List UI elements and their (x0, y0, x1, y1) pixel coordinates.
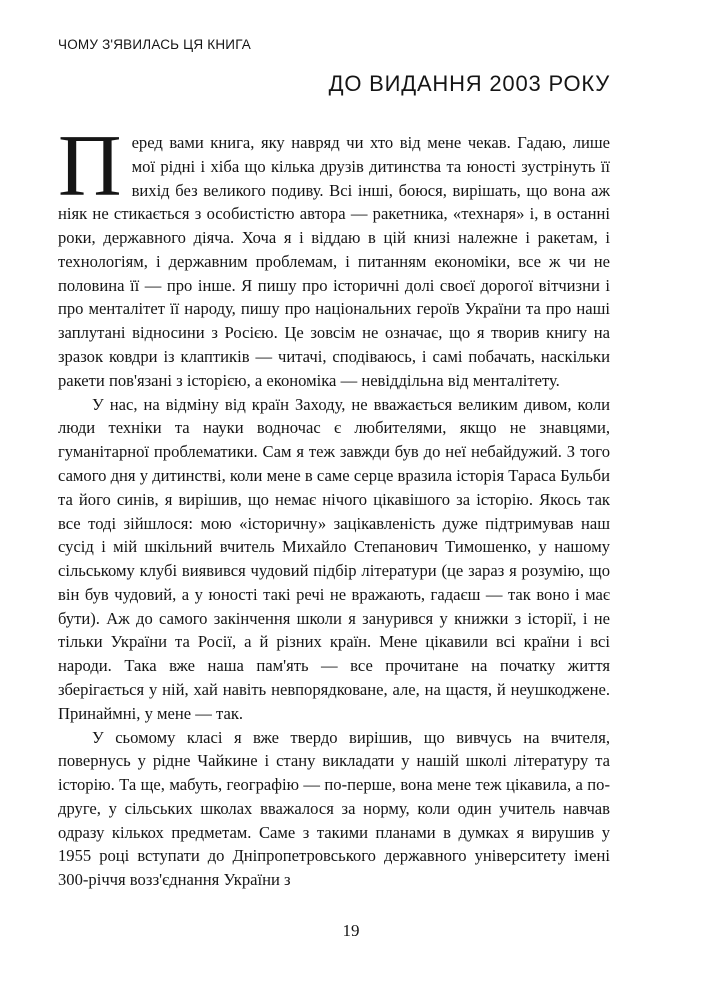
page-number: 19 (342, 921, 360, 940)
paragraph-1-text: еред вами книга, яку навряд чи хто від мене чекав. Гадаю, лише мої рідні і хіба що кілька друзів дитинства та юності зустрінуть її вихід без великого подиву. Всі інші, боюся, вирішать, що вона аж ніяк не стикається з особистістю автора — ракетника, «технаря» і, в останні роки, державного діяча. Хоча я і віддаю в цій книзі належне і ракетам, і технологіям, і державним проблемам, і питанням економіки, все ж чи не половина її — про інше. Я пишу про історичні долі своєї дорогої вітчизни і про менталітет її народу, пишу про національних героїв України та про наші заплутані відносини з Росією. Це зовсім не означає, що я творив книгу на зразок ковдри із клаптиків — читачі, сподіваюсь, і самі побачать, наскільки ракети пов'язані з історією, а економіка — невіддільна від менталітету. (58, 133, 610, 390)
chapter-title: ДО ВИДАННЯ 2003 РОКУ (328, 71, 610, 96)
paragraph-1 (58, 118, 610, 393)
drop-cap: П (58, 118, 122, 215)
running-head: ЧОМУ З'ЯВИЛАСЬ ЦЯ КНИГА (58, 37, 252, 52)
paragraph-3: У сьомому класі я вже твердо вирішив, що вивчусь на вчителя, повернусь у рідне Чайкине і стану викладати у нашій школі літературу та історію. Та ще, мабуть, географію — по-перше, вона мене теж цікавила, а по-друге, у сільських школах вважалося за норму, коли один учитель навчав одразу кількох предметам. Саме з такими планами в думках я вирушив у 1955 році вступати до Дніпропетровського державного університету імені 300-річчя возз'єднання України з (58, 727, 610, 890)
body-text (58, 118, 610, 892)
paragraph-2: У нас, на відміну від країн Заходу, не вважається великим дивом, коли люди техніки та науки водночас є любителями, якщо не знавцями, гуманітарної проблематики. Сам я теж завжди був до неї небайдужий. З того самого дня у дитинстві, коли мене в саме серце вразила історія Тараса Бульби та його синів, я вирішив, що немає нічого цікавішого за історію. Якось так все тоді зійшлося: мою «історичну» зацікавленість дуже підтримував наш сусід і мій шкільний вчитель Михайло Степанович Тимошенко, у нашому сільському клубі виявився чудовий підбір літератури (це зараз я розумію, що він був чудовий, а у юності такі речі не вражають, гадаєш — так воно і має бути). Аж до самого закінчення школи я занурився у книжки з історії, і не тільки України та Росії, а й різних країн. Мене цікавили всі країни і всі народи. Така вже наша пам'ять — все прочитане на початку життя зберігається у ній, хай навіть невпорядковане, але, на щастя, й неушкоджене. Принаймні, у мене — так. (58, 394, 610, 723)
